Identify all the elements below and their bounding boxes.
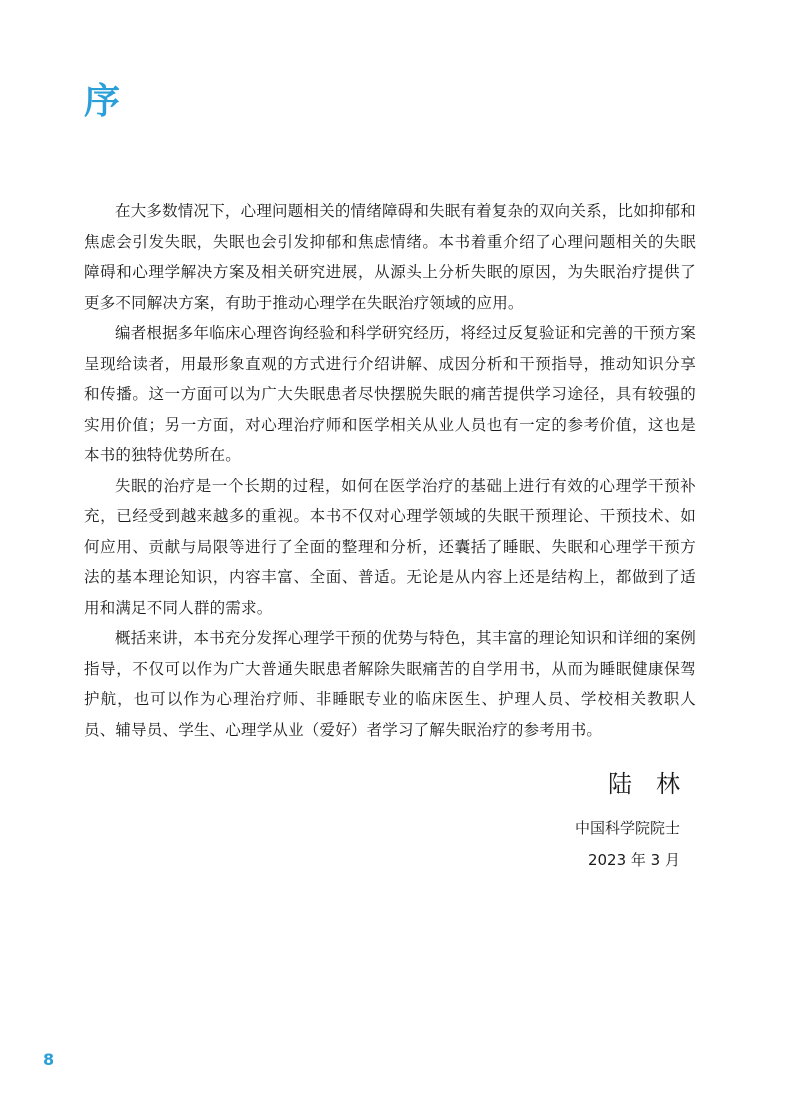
paragraph: 编者根据多年临床心理咨询经验和科学研究经历，将经过反复验证和完善的干预方案呈现给读者，用最形象直观的方式进行介绍讲解、成因分析和干预指导，推动知识分享和传播。这一方面可以为广大失眠患者尽快摆脱失眠的痛苦提供学习途径，具有较强的实用价值；另一方面，对心理治疗师和医学相关从业人员也有一定的参考价值，这也是本书的独特优势所在。 <box>84 324 696 464</box>
page-number: 8 <box>43 1050 55 1069</box>
preface-body <box>84 196 696 745</box>
paragraph: 概括来讲，本书充分发挥心理学干预的优势与特色，其丰富的理论知识和详细的案例指导，不仅可以作为广大普通失眠患者解除失眠痛苦的自学用书，从而为睡眠健康保驾护航，也可以作为心理治疗师、非睡眠专业的临床医生、护理人员、学校相关教职人员、辅导员、学生、心理学从业（爱好）者学习了解失眠治疗的参考用书。 <box>84 629 696 739</box>
paragraph: 失眠的治疗是一个长期的过程，如何在医学治疗的基础上进行有效的心理学干预补充，已经受到越来越多的重视。本书不仅对心理学领域的失眠干预理论、干预技术、如何应用、贡献与局限等进行了全面的整理和分析，还囊括了睡眠、失眠和心理学干预方法的基本理论知识，内容丰富、全面、普适。无论是从内容上还是结构上，都做到了适用和满足不同人群的需求。 <box>84 476 696 617</box>
author-affiliation: 中国科学院院士 <box>574 819 680 837</box>
signature-block <box>574 768 704 870</box>
signature-date: 2023 年 3 月 <box>587 851 680 869</box>
paragraph: 在大多数情况下，心理问题相关的情绪障碍和失眠有着复杂的双向关系，比如抑郁和焦虑会引发失眠，失眠也会引发抑郁和焦虑情绪。本书着重介绍了心理问题相关的失眠障碍和心理学解决方案及相关研究进展，从源头上分析失眠的原因，为失眠治疗提供了更多不同解决方案，有助于推动心理学在失眠治疗领域的应用。 <box>84 202 696 312</box>
page-title: 序 <box>84 81 121 122</box>
author-name: 陆林 <box>608 770 704 798</box>
